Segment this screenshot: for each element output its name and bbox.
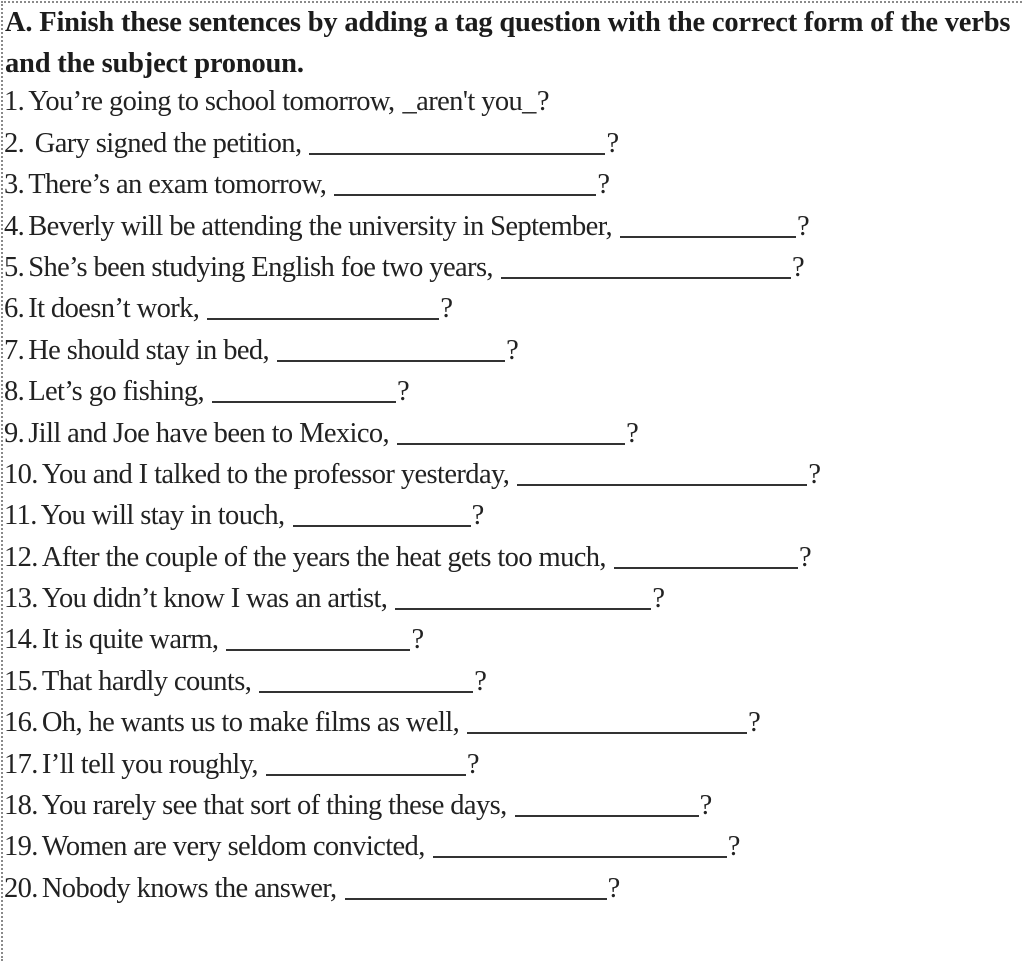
question-mark: ?: [727, 831, 740, 863]
question-item: [4, 329, 820, 370]
question-stem: You rarely see that sort of thing these days,: [41, 790, 507, 822]
question-stem: Women are very seldom convicted,: [41, 831, 425, 863]
answer-blank[interactable]: [293, 524, 471, 527]
answer-blank[interactable]: [614, 566, 798, 569]
exercise-instructions: A. Finish these sentences by adding a tag question with the correct form of the verbs and the subject pronoun.: [5, 7, 1011, 79]
question-item: [4, 412, 820, 453]
answer-text[interactable]: _aren't you_: [402, 86, 536, 118]
answer-blank[interactable]: [345, 897, 607, 900]
question-item: [4, 660, 820, 701]
answer-blank[interactable]: [212, 400, 396, 403]
question-stem: You will stay in touch,: [40, 500, 285, 532]
question-number: 7.: [4, 334, 25, 366]
question-mark: ?: [597, 169, 610, 201]
question-stem: That hardly counts,: [41, 665, 252, 697]
answer-blank[interactable]: [433, 855, 727, 858]
question-item: [4, 288, 820, 329]
question-number: 4.: [4, 210, 25, 242]
question-number: 6.: [4, 293, 25, 325]
question-item: [4, 247, 820, 288]
question-mark: ?: [606, 127, 619, 159]
question-mark: ?: [652, 583, 665, 615]
question-mark: ?: [474, 665, 487, 697]
question-mark: ?: [797, 210, 810, 242]
answer-blank[interactable]: [467, 731, 747, 734]
question-stem: You didn’t know I was an artist,: [41, 583, 388, 615]
question-mark: ?: [626, 417, 639, 449]
question-mark: ?: [808, 458, 821, 490]
question-item: [4, 743, 820, 784]
question-item: [4, 867, 820, 908]
question-item: [4, 495, 820, 536]
question-item: [4, 164, 820, 205]
answer-blank[interactable]: [397, 442, 625, 445]
question-stem: Gary signed the petition,: [28, 127, 302, 159]
question-item: [4, 619, 820, 660]
question-item: [4, 205, 820, 246]
question-stem: There’s an exam tomorrow,: [28, 169, 327, 201]
question-item: [4, 122, 820, 163]
question-number: 14.: [4, 624, 38, 656]
question-stem: Beverly will be attending the university in September,: [28, 210, 613, 242]
question-number: 2.: [4, 127, 25, 159]
question-stem: Let’s go fishing,: [28, 376, 205, 408]
question-number: 17.: [4, 748, 38, 780]
question-number: 8.: [4, 376, 25, 408]
question-mark: ?: [506, 334, 519, 366]
answer-blank[interactable]: [517, 483, 807, 486]
question-mark: ?: [536, 86, 549, 118]
question-number: 12.: [4, 541, 38, 573]
question-mark: ?: [466, 748, 479, 780]
question-stem: After the couple of the years the heat gets too much,: [41, 541, 606, 573]
question-mark: ?: [411, 624, 424, 656]
question-number: 19.: [4, 831, 38, 863]
question-item: [4, 702, 820, 743]
answer-blank[interactable]: [207, 317, 439, 320]
question-stem: He should stay in bed,: [28, 334, 270, 366]
question-stem: You and I talked to the professor yesterday,: [41, 458, 510, 490]
question-mark: ?: [798, 541, 812, 573]
question-list: [4, 81, 820, 909]
question-item: [4, 578, 820, 619]
question-mark: ?: [397, 376, 410, 408]
question-mark: ?: [607, 872, 620, 904]
answer-blank[interactable]: [266, 773, 466, 776]
question-number: 20.: [4, 872, 38, 904]
question-number: 9.: [4, 417, 25, 449]
question-item: [4, 826, 820, 867]
answer-blank[interactable]: [620, 235, 796, 238]
question-stem: Nobody knows the answer,: [41, 872, 337, 904]
question-item: [4, 536, 820, 577]
question-item: [4, 785, 820, 826]
question-number: 18.: [4, 790, 38, 822]
question-stem: She’s been studying English foe two years,: [28, 251, 493, 283]
question-number: 10.: [4, 458, 38, 490]
question-mark: ?: [440, 293, 453, 325]
question-number: 16.: [4, 707, 38, 739]
question-item: [4, 454, 820, 495]
question-number: 5.: [4, 251, 25, 283]
answer-blank[interactable]: [395, 607, 651, 610]
question-number: 3.: [4, 169, 25, 201]
answer-blank[interactable]: [515, 814, 699, 817]
question-number: 15.: [4, 665, 38, 697]
question-mark: ?: [471, 500, 484, 532]
question-mark: ?: [791, 251, 805, 283]
question-stem: You’re going to school tomorrow,: [28, 86, 395, 118]
answer-blank[interactable]: [277, 359, 505, 362]
answer-blank[interactable]: [259, 690, 473, 693]
question-stem: Oh, he wants us to make films as well,: [41, 707, 460, 739]
question-stem: It is quite warm,: [41, 624, 219, 656]
question-item: [4, 371, 820, 412]
answer-blank[interactable]: [334, 193, 596, 196]
question-number: 11.: [4, 500, 37, 532]
answer-blank[interactable]: [226, 648, 410, 651]
question-mark: ?: [748, 707, 761, 739]
question-mark: ?: [699, 790, 712, 822]
question-item: [4, 81, 820, 122]
question-stem: Jill and Joe have been to Mexico,: [28, 417, 390, 449]
answer-blank[interactable]: [501, 276, 791, 279]
answer-blank[interactable]: [309, 152, 605, 155]
question-number: 1.: [4, 86, 25, 118]
question-number: 13.: [4, 583, 38, 615]
question-stem: I’ll tell you roughly,: [41, 748, 258, 780]
question-stem: It doesn’t work,: [28, 293, 200, 325]
